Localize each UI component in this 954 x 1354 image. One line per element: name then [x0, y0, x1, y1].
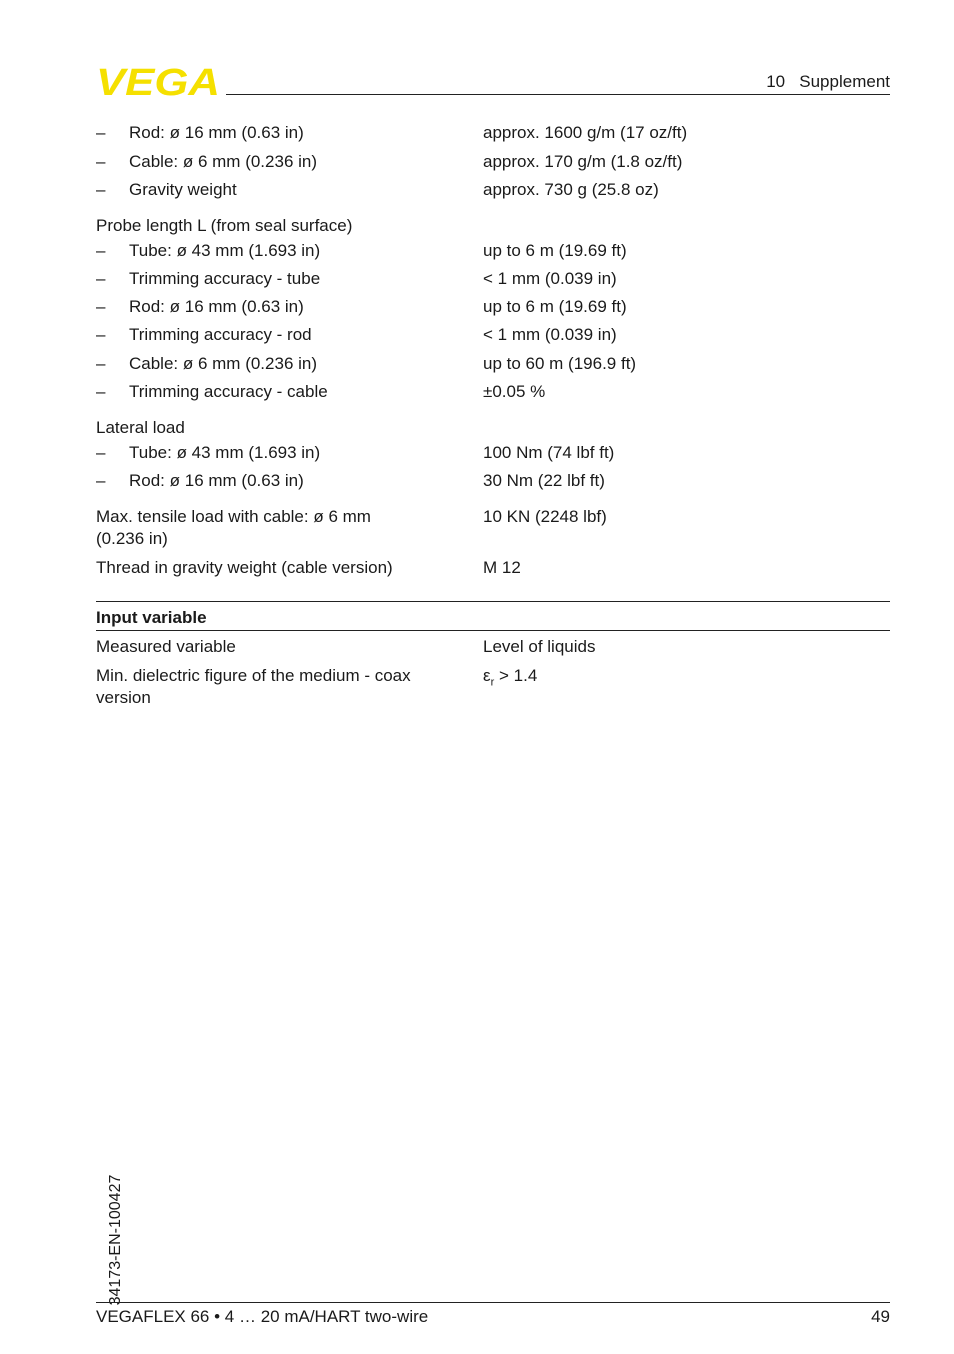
- probe-length-value: up to 6 m (19.69 ft): [483, 297, 627, 316]
- weight-label: Cable: ø 6 mm (0.236 in): [129, 152, 318, 171]
- measured-variable-label: Measured variable: [96, 637, 236, 656]
- page-number: 49: [871, 1307, 890, 1326]
- thread-label: Thread in gravity weight (cable version): [96, 558, 393, 577]
- epsilon-subscript: r: [490, 676, 495, 689]
- dash: –: [96, 297, 106, 316]
- dash: –: [96, 180, 106, 199]
- weight-value: approx. 1600 g/m (17 oz/ft): [483, 123, 688, 142]
- lateral-load-label: Tube: ø 43 mm (1.693 in): [129, 443, 321, 462]
- probe-length-value: < 1 mm (0.039 in): [483, 325, 617, 344]
- weight-value: approx. 730 g (25.8 oz): [483, 180, 659, 199]
- probe-length-value: ±0.05 %: [483, 382, 546, 401]
- epsilon-symbol: ε: [483, 666, 491, 685]
- thread-value: M 12: [483, 558, 521, 577]
- dash: –: [96, 354, 106, 373]
- tensile-label-line2: (0.236 in): [96, 529, 168, 548]
- footer-doc-title: VEGAFLEX 66 • 4 … 20 mA/HART two-wire: [96, 1307, 429, 1326]
- dash: –: [96, 123, 106, 142]
- probe-length-value: < 1 mm (0.039 in): [483, 269, 617, 288]
- weight-label: Rod: ø 16 mm (0.63 in): [129, 123, 304, 142]
- probe-length-value: up to 6 m (19.69 ft): [483, 241, 627, 260]
- lateral-load-value: 100 Nm (74 lbf ft): [483, 443, 615, 462]
- probe-length-label: Trimming accuracy - cable: [129, 382, 328, 401]
- document-code: 34173-EN-100427: [107, 1174, 124, 1306]
- probe-length-value: up to 60 m (196.9 ft): [483, 354, 637, 373]
- dielectric-label-line2: version: [96, 688, 151, 707]
- tensile-value: 10 KN (2248 lbf): [483, 507, 607, 526]
- dash: –: [96, 152, 106, 171]
- dash: –: [96, 269, 106, 288]
- dash: –: [96, 443, 106, 462]
- probe-length-label: Tube: ø 43 mm (1.693 in): [129, 241, 321, 260]
- weight-value: approx. 170 g/m (1.8 oz/ft): [483, 152, 683, 171]
- dash: –: [96, 382, 106, 401]
- footer-rule: [96, 1302, 890, 1303]
- lateral-load-value: 30 Nm (22 lbf ft): [483, 471, 605, 490]
- probe-length-title: Probe length L (from seal surface): [96, 216, 353, 235]
- logo-text: VEGA: [96, 64, 220, 98]
- measured-variable-value: Level of liquids: [483, 637, 596, 656]
- dielectric-value: [483, 665, 537, 693]
- dash: –: [96, 325, 106, 344]
- dielectric-number: > 1.4: [494, 666, 538, 685]
- input-variable-title: Input variable: [96, 608, 207, 627]
- header-rule: [226, 94, 890, 95]
- lateral-load-title: Lateral load: [96, 418, 185, 437]
- vega-logo: [96, 64, 220, 98]
- section-rule-bottom: [96, 630, 890, 631]
- probe-length-label: Cable: ø 6 mm (0.236 in): [129, 354, 318, 373]
- probe-length-label: Trimming accuracy - rod: [129, 325, 312, 344]
- weight-label: Gravity weight: [129, 180, 237, 199]
- header-section: 10 Supplement: [766, 72, 890, 91]
- dielectric-label-line1: Min. dielectric figure of the medium - coax: [96, 666, 411, 685]
- tensile-label-line1: Max. tensile load with cable: ø 6 mm: [96, 507, 371, 526]
- dash: –: [96, 241, 106, 260]
- section-rule-top: [96, 601, 890, 602]
- probe-length-label: Trimming accuracy - tube: [129, 269, 321, 288]
- dash: –: [96, 471, 106, 490]
- lateral-load-label: Rod: ø 16 mm (0.63 in): [129, 471, 304, 490]
- probe-length-label: Rod: ø 16 mm (0.63 in): [129, 297, 304, 316]
